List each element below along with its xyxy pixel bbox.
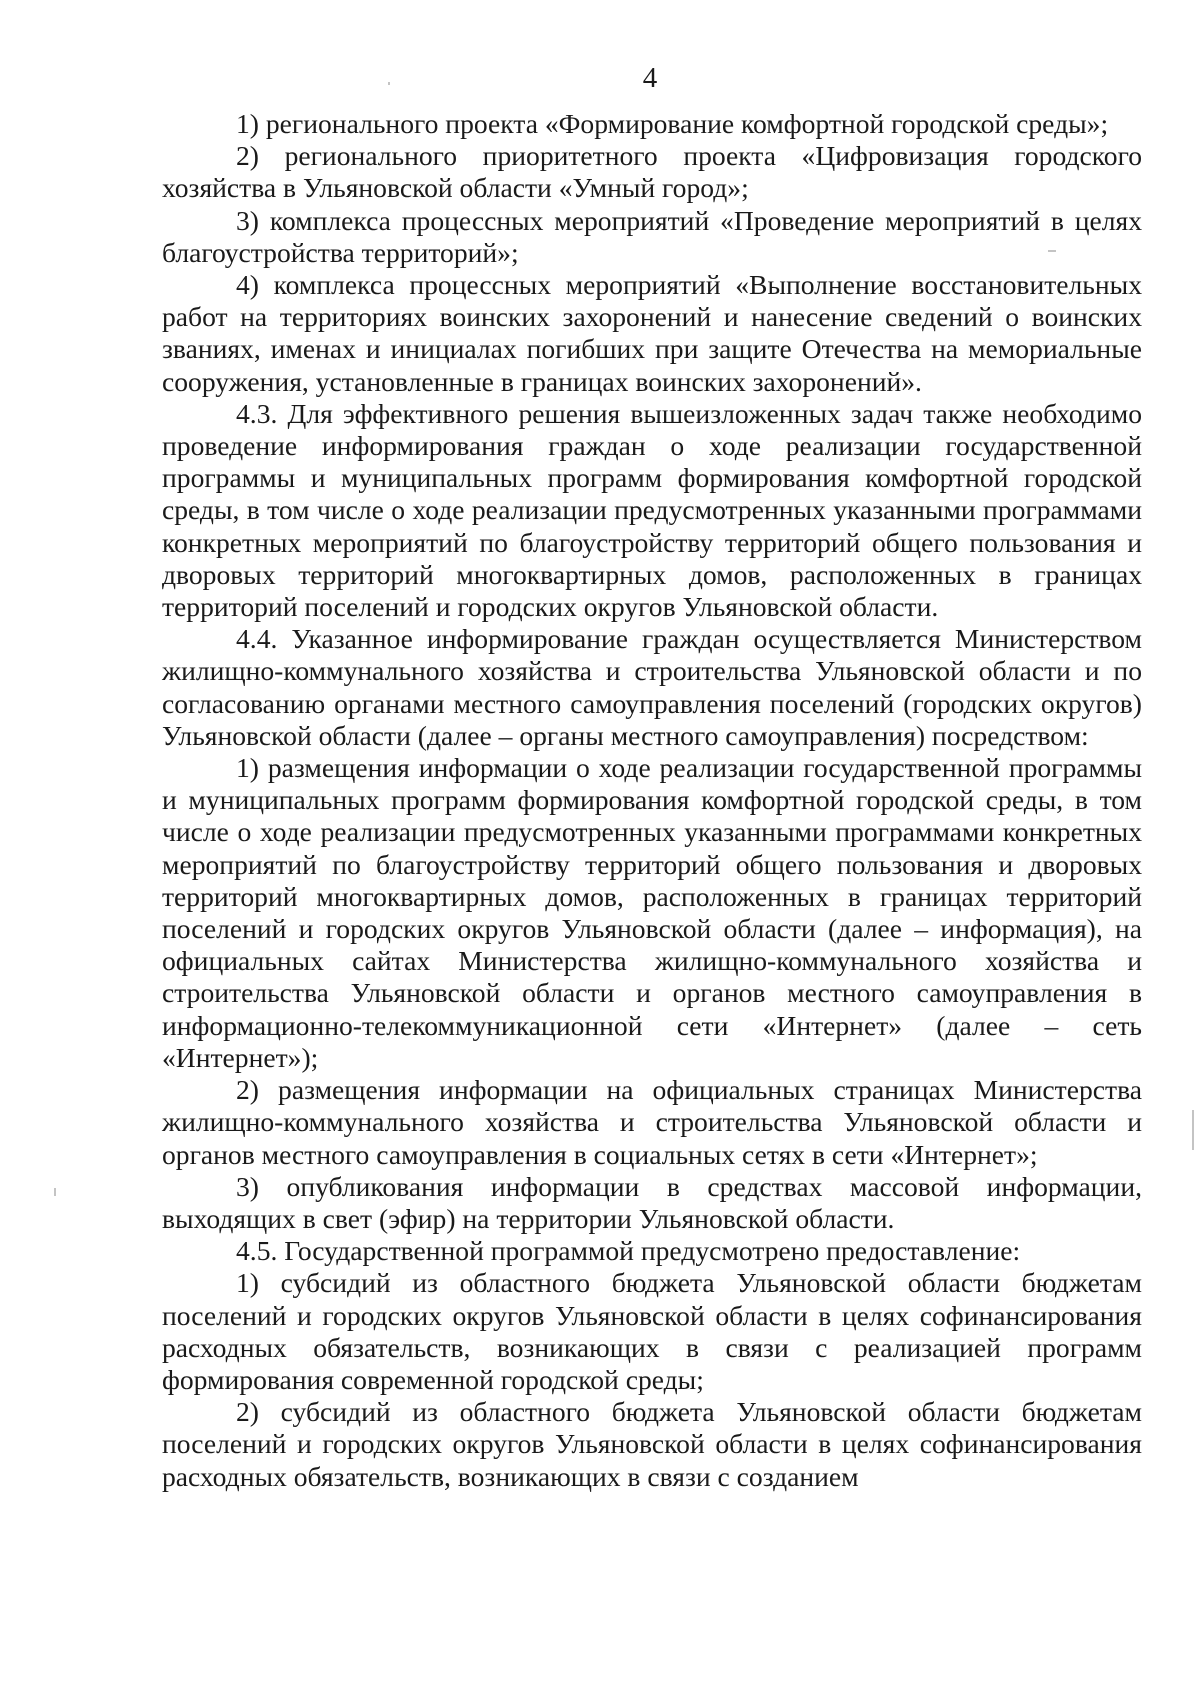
list-item-4: 4) комплекса процессных мероприятий «Выполнение восстановительных работ на территориях воинских захоронений и нанесение сведений о воинских званиях, именах и инициалах погибших при защите Отечества на мемориальные сооружения, установленные в границах воинских захоронений». bbox=[162, 269, 1142, 397]
list-item-3: 3) комплекса процессных мероприятий «Проведение мероприятий в целях благоустройства территорий»; bbox=[162, 204, 1142, 268]
section-4-4-item-3: 3) опубликования информации в средствах массовой информации, выходящих в свет (эфир) на территории Ульяновской области. bbox=[162, 1170, 1142, 1234]
section-4-4: 4.4. Указанное информирование граждан осуществляется Министерством жилищно-коммунального хозяйства и строительства Ульяновской области и по согласованию органами местного самоуправления поселений (городских округов) Ульяновской области (далее – органы местного самоуправления) посредством: bbox=[162, 623, 1142, 751]
section-4-4-item-1: 1) размещения информации о ходе реализации государственной программы и муниципальных программ формирования комфортной городской среды, в том числе о ходе реализации предусмотренных указанными программами конкретных мероприятий по благоустройству территорий общего пользования и дворовых территорий многоквартирных домов, расположенных в границах территорий поселений и городских округов Ульяновской области (далее – информация), на официальных сайтах Министерства жилищно-коммунального хозяйства и строительства Ульяновской области и органов местного самоуправления в информационно-телекоммуникационной сети «Интернет» (далее – сеть «Интернет»); bbox=[162, 752, 1142, 1073]
scan-speck bbox=[388, 82, 390, 85]
scan-speck bbox=[1192, 1110, 1194, 1150]
list-item-1: 1) регионального проекта «Формирование комфортной городской среды»; bbox=[236, 108, 1109, 139]
section-4-5-item-1: 1) субсидий из областного бюджета Ульяновской области бюджетам поселений и городских округов Ульяновской области в целях софинансирования расходных обязательств, возникающих в связи с реализацией программ формирования современной городской среды; bbox=[162, 1267, 1142, 1395]
page-number: 4 bbox=[642, 62, 658, 94]
document-body bbox=[162, 108, 1142, 1493]
section-4-4-item-2: 2) размещения информации на официальных страницах Министерства жилищно-коммунального хозяйства и строительства Ульяновской области и органов местного самоуправления в социальных сетях в сети «Интернет»; bbox=[162, 1074, 1142, 1170]
section-4-5-item-2: 2) субсидий из областного бюджета Ульяновской области бюджетам поселений и городских округов Ульяновской области в целях софинансирования расходных обязательств, возникающих в связи с созданием bbox=[162, 1396, 1142, 1492]
section-4-5: 4.5. Государственной программой предусмотрено предоставление: bbox=[236, 1235, 1021, 1267]
list-item-2: 2) регионального приоритетного проекта «Цифровизация городского хозяйства в Ульяновской области «Умный город»; bbox=[162, 140, 1142, 204]
scan-speck bbox=[1048, 250, 1056, 252]
scan-speck bbox=[54, 1188, 56, 1196]
section-4-3: 4.3. Для эффективного решения вышеизложенных задач также необходимо проведение информирования граждан о ходе реализации государственной программы и муниципальных программ формирования комфортной городской среды, в том числе о ходе реализации предусмотренных указанными программами конкретных мероприятий по благоустройству территорий общего пользования и дворовых территорий многоквартирных домов, расположенных в границах территорий поселений и городских округов Ульяновской области. bbox=[162, 397, 1142, 623]
